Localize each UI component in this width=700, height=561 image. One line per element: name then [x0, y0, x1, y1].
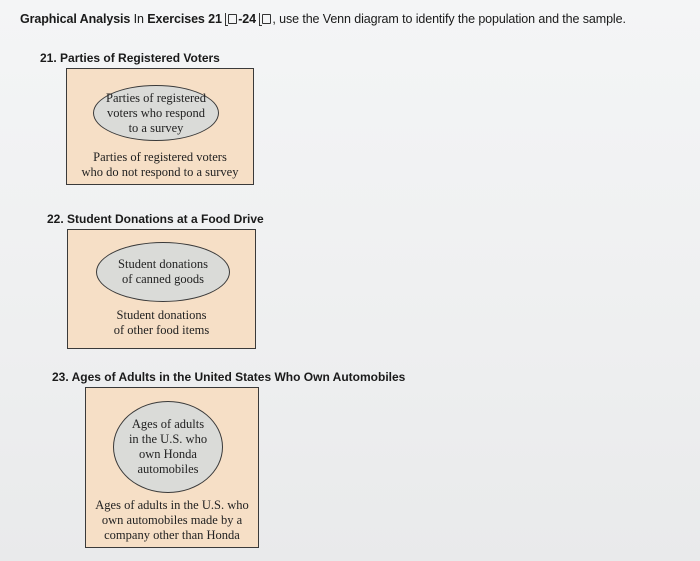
sample-text-line: Ages of adults: [131, 417, 205, 431]
population-text-line: Student donations: [116, 308, 207, 322]
population-text-22: [68, 308, 255, 338]
sample-ellipse-22: [96, 242, 230, 302]
sample-text-line: own Honda: [139, 447, 197, 461]
exercise-23-title: 23. Ages of Adults in the United States Who Own Automobiles: [52, 370, 406, 384]
population-text-line: Ages of adults in the U.S. who: [95, 498, 249, 512]
sample-text-line: Parties of registered: [106, 90, 206, 105]
exercise-22-title: 22. Student Donations at a Food Drive: [47, 212, 264, 226]
population-text-line: of other food items: [113, 323, 210, 337]
venn-diagram-22: [67, 229, 256, 349]
sample-text-line: in the U.S. who: [128, 432, 208, 446]
population-text-23: [86, 498, 258, 543]
heading-label: Graphical Analysis: [20, 12, 131, 26]
sample-text-line: voters who respond: [107, 105, 205, 120]
sample-ellipse-23: [113, 401, 223, 493]
venn-diagram-21: [66, 68, 254, 185]
reference-icon[interactable]: [262, 14, 271, 24]
instructions-heading: [20, 12, 626, 26]
population-text-line: own automobiles made by a: [101, 513, 243, 527]
sample-text-line: Student donations: [118, 257, 208, 271]
population-text-line: who do not respond to a survey: [81, 165, 239, 179]
venn-diagram-23: [85, 387, 259, 548]
exercise-21-title: 21. Parties of Registered Voters: [40, 51, 220, 65]
heading-in: In: [130, 12, 148, 26]
population-text-line: Parties of registered voters: [93, 150, 227, 164]
population-text-21: [67, 150, 253, 180]
sample-text-line: of canned goods: [122, 272, 204, 286]
sample-text-line: automobiles: [137, 462, 199, 476]
heading-dash: -24: [238, 12, 260, 26]
heading-instructions: , use the Venn diagram to identify the population and the sample.: [272, 12, 626, 26]
heading-exercises: Exercises 21: [147, 12, 226, 26]
reference-icon[interactable]: [228, 14, 237, 24]
sample-ellipse-21: [93, 85, 219, 141]
sample-text-line: to a survey: [128, 120, 184, 135]
population-text-line: company other than Honda: [104, 528, 240, 542]
